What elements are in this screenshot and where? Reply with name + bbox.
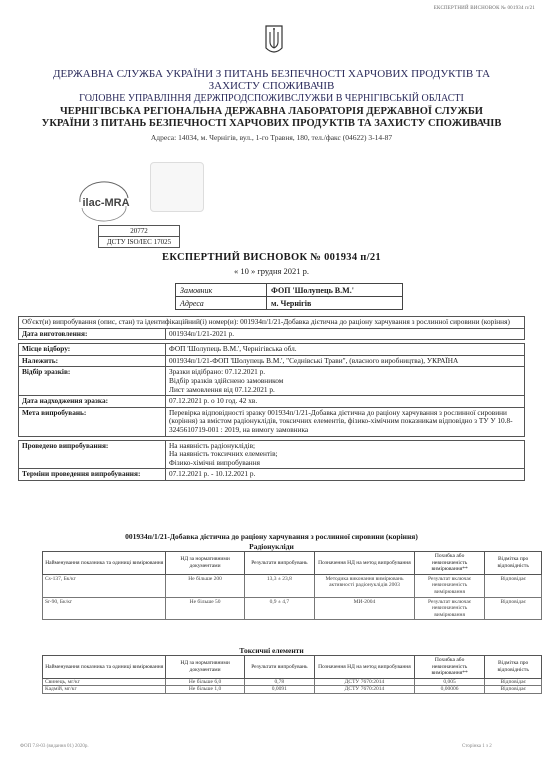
toxic-elements-table: [42, 655, 542, 694]
col-norm: НД за нормативними документами: [166, 552, 244, 575]
period-value: 07.12.2021 р. - 10.12.2021 р.: [166, 469, 525, 481]
radionuclides-title: Радіонукліди: [249, 542, 294, 551]
row-conformity: Відповідає: [485, 597, 542, 620]
table-row: [43, 597, 542, 620]
conducted-toxic: На наявність токсичних елементів;: [169, 449, 278, 459]
col-method: Позначення НД на метод випробування: [315, 552, 415, 575]
col-result: Результати випробувань: [244, 656, 314, 679]
row-result: 0,9 ± 4,7: [244, 597, 314, 620]
ilac-mra-logo: [70, 178, 142, 222]
col-result: Результати випробувань: [244, 552, 314, 575]
row-name: Кадмій, мг/кг: [43, 686, 166, 694]
received-value: 07.12.2021 р. о 10 год. 42 хв.: [166, 396, 525, 408]
client-table: [175, 283, 403, 310]
row-method: ДСТУ 7670:2014: [315, 686, 415, 694]
ilac-logo-text: ilac-MRA: [82, 197, 130, 209]
sample-info-table: [18, 316, 525, 481]
sampling-value: [166, 367, 525, 396]
row-result: 13,3 ± 23,8: [244, 574, 314, 597]
col-name: Найменування показника та одиниці вимірювання: [43, 656, 166, 679]
row-method: МИ-2004: [315, 597, 415, 620]
row-conformity: Відповідає: [485, 678, 542, 686]
row-uncertainty: 0,005: [414, 678, 484, 686]
conducted-value: [166, 440, 525, 469]
customer-label: Замовник: [176, 284, 267, 297]
row-uncertainty: Результат включає невизначеність вимірювання: [414, 574, 484, 597]
row-norm: Не більше 6,0: [166, 678, 244, 686]
accreditation-box: [98, 225, 180, 248]
conducted-physchem: Фізико-хімічні випробування: [169, 457, 260, 467]
table-row: [43, 686, 542, 694]
table-row: [43, 678, 542, 686]
object-description: Об'єкт(и) випробування (опис, стан) та ідентифікаційний(і) номер(и): 001934п/1/21-Добавка дієтична до раціону харчування з рослинної сировини (коріння): [19, 317, 525, 329]
row-conformity: Відповідає: [485, 686, 542, 694]
row-result: 0,0091: [244, 686, 314, 694]
header-doc-ref: ЕКСПЕРТНИЙ ВИСНОВОК № 001934 п/21: [433, 6, 535, 11]
footer-page-number: Сторінка 1 з 2: [462, 744, 492, 749]
sampling-by: Відбір зразків здійснено замовником: [169, 375, 284, 385]
row-norm: Не більше 1,0: [166, 686, 244, 694]
conducted-label: Проведено випробування:: [19, 440, 166, 469]
org-address: Адреса: 14034, м. Чернігів, вул., 1-го Травня, 180, тел./факс (04622) 3-14-87: [150, 133, 393, 142]
belongs-value: 001934п/1/21-ФОП 'Шолупець В.М.', "Седнівські Трави", (власного виробництва), УКРАЇНА: [166, 355, 525, 367]
accreditation-standard: ДСТУ ISO/IEC 17025: [106, 238, 172, 246]
row-name: Свинець, мг/кг: [43, 678, 166, 686]
col-uncertainty: Похибка або невизначеність вимірювання**: [414, 656, 484, 679]
row-method: Методика виконання вимірювань активності радіонуклідів 2003: [315, 574, 415, 597]
sampling-date: Зразки відібрано: 07.12.2021 р.: [169, 367, 266, 377]
customer-value: ФОП 'Шолупець В.М.': [267, 284, 403, 297]
row-name: Cs-137, Бк/кг: [43, 574, 166, 597]
conducted-radionuclides: На наявність радіонуклідів;: [169, 440, 256, 450]
row-norm: Не більше 50: [166, 597, 244, 620]
manufacture-date-label: Дата виготовлення:: [19, 328, 166, 340]
col-norm: НД за нормативними документами: [166, 656, 244, 679]
org-ministry: ДЕРЖАВНА СЛУЖБА УКРАЇНИ З ПИТАНЬ БЕЗПЕЧНОСТІ ХАРЧОВИХ ПРОДУКТІВ ТА: [52, 68, 491, 80]
period-label: Терміни проведення випробування:: [19, 469, 166, 481]
row-uncertainty: 0,00006: [414, 686, 484, 694]
sampling-label: Відбір зразків:: [19, 367, 166, 396]
purpose-value: Перевірка відповідності зразку 001934п/1/21-Добавка дієтична до раціону харчування з рослинної сировини (коріння) за вмістом радіонуклідів, токсичних елементів, фізико-хімічним показникам відповідно з ТУ У 10.8-3245610719-001 : 2019, на вимогу замовника: [166, 407, 525, 436]
table-row: [43, 574, 542, 597]
org-main-dept: ГОЛОВНЕ УПРАВЛІННЯ ДЕРЖПРОДСПОЖИВСЛУЖБИ В ЧЕРНІГІВСЬКІЙ ОБЛАСТІ: [79, 93, 464, 104]
row-norm: Не більше 200: [166, 574, 244, 597]
accreditation-number: 20772: [99, 226, 179, 237]
purpose-label: Мета випробувань:: [19, 407, 166, 436]
col-uncertainty: Похибка або невизначеність вимірювання**: [414, 552, 484, 575]
document-date: « 10 » грудня 2021 р.: [233, 266, 310, 276]
toxic-elements-title: Токсичні елементи: [239, 646, 304, 655]
col-conformity: Відмітка про відповідність: [485, 656, 542, 679]
row-result: 0,78: [244, 678, 314, 686]
row-conformity: Відповідає: [485, 574, 542, 597]
col-name: Найменування показника та одиниці вимірювання: [43, 552, 166, 575]
row-uncertainty: Результат включає невизначеність вимірювання: [414, 597, 484, 620]
received-label: Дата надходження зразка:: [19, 396, 166, 408]
org-lab-name-2: УКРАЇНИ З ПИТАНЬ БЕЗПЕЧНОСТІ ХАРЧОВИХ ПРОДУКТІВ ТА ЗАХИСТУ СПОЖИВАЧІВ: [41, 118, 502, 129]
sampling-place-label: Місце відбору:: [19, 344, 166, 356]
row-name: Sr-90, Бк/кг: [43, 597, 166, 620]
org-lab-name: ЧЕРНІГІВСЬКА РЕГІОНАЛЬНА ДЕРЖАВНА ЛАБОРАТОРІЯ ДЕРЖАВНОЇ СЛУЖБИ: [60, 106, 483, 117]
org-ministry-2: ЗАХИСТУ СПОЖИВАЧІВ: [208, 80, 335, 92]
radionuclides-table: [42, 551, 542, 620]
trident-emblem-icon: [264, 22, 284, 58]
accreditation-stamp-image: [150, 162, 204, 212]
manufacture-date-value: 001934п/1/21-2021 р.: [166, 328, 525, 340]
client-address-label: Адреса: [176, 297, 267, 310]
belongs-label: Належить:: [19, 355, 166, 367]
row-method: ДСТУ 7670:2014: [315, 678, 415, 686]
col-conformity: Відмітка про відповідність: [485, 552, 542, 575]
results-sample-title: 001934п/1/21-Добавка дієтична до раціону харчування з рослинної сировини (коріння): [125, 532, 418, 541]
sampling-place-value: ФОП 'Шолупець В.М.', Чернігівська обл.: [166, 344, 525, 356]
footer-form-code: ФОП 7.8-03 (видання 01) 2020р.: [20, 744, 89, 749]
col-method: Позначення НД на метод випробування: [315, 656, 415, 679]
client-address-value: м. Чернігів: [267, 297, 403, 310]
document-title: ЕКСПЕРТНИЙ ВИСНОВОК № 001934 п/21: [162, 252, 381, 263]
order-letter: Лист замовлення від 07.12.2021 р.: [169, 384, 275, 394]
